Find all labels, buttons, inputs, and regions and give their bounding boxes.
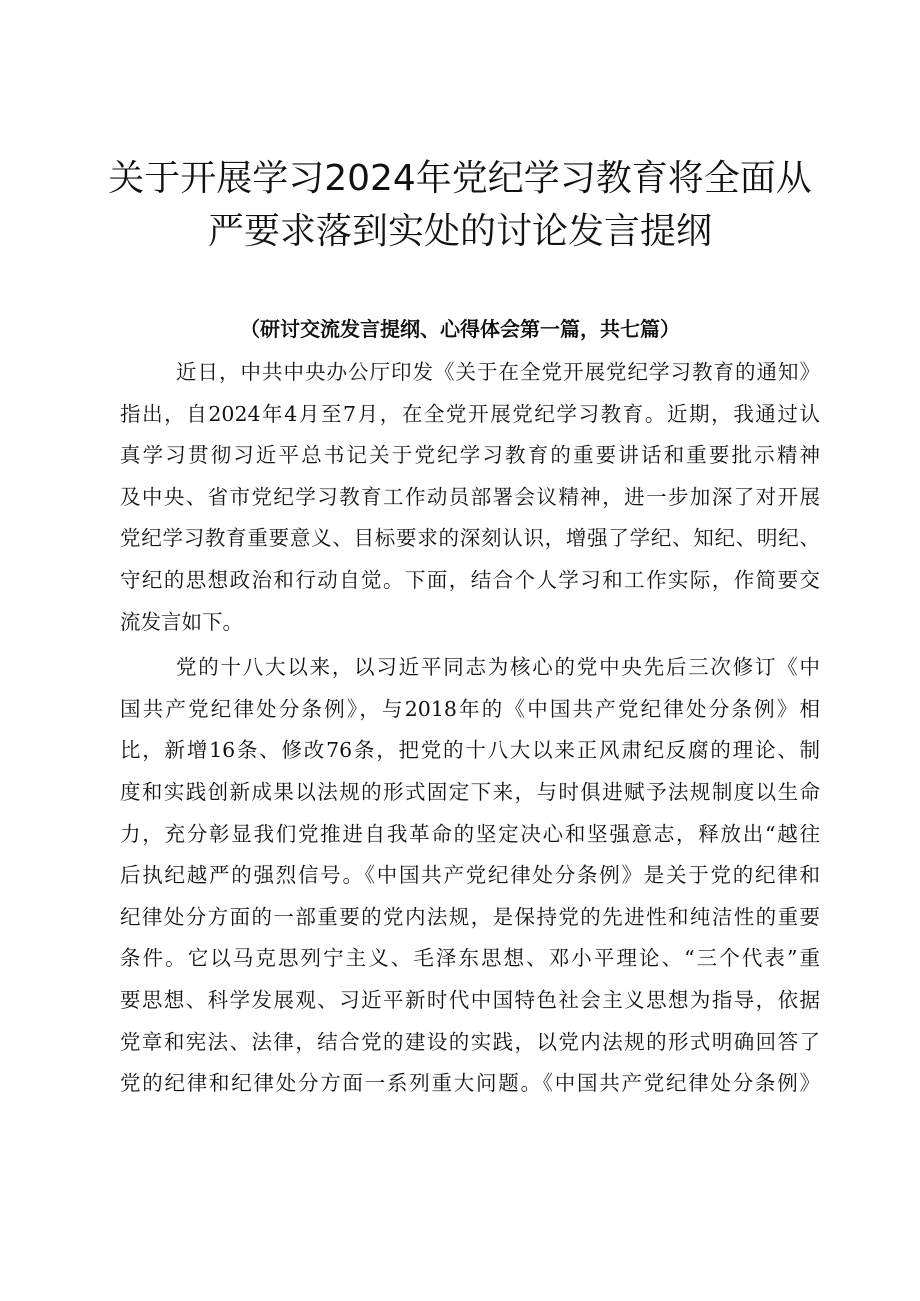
paragraph-1-line-5: 党纪学习教育重要意义、目标要求的深刻认识，增强了学纪、知纪、明纪、 <box>120 526 820 551</box>
paragraph-2-line-5: 力，充分彰显我们党推进自我革命的坚定决心和坚强意志，释放出“越往 <box>120 821 820 846</box>
paragraph-1-line-3: 真学习贯彻习近平总书记关于党纪学习教育的重要讲话和重要批示精神 <box>120 443 820 468</box>
paragraph-1-line-6: 守纪的思想政治和行动自觉。下面，结合个人学习和工作实际，作简要交 <box>120 567 820 592</box>
paragraph-1-line-1: 近日，中共中央办公厅印发《关于在全党开展党纪学习教育的通知》 <box>176 360 820 384</box>
paragraph-2-line-6: 后执纪越严的强烈信号。《中国共产党纪律处分条例》是关于党的纪律和 <box>120 863 820 888</box>
paragraph-2-line-9: 要思想、科学发展观、习近平新时代中国特色社会主义思想为指导，依据 <box>120 987 820 1012</box>
paragraph-2-line-10: 党章和宪法、法律，结合党的建设的实践，以党内法规的形式明确回答了 <box>120 1029 820 1054</box>
paragraph-1-line-2: 指出，自2024年4月至7月，在全党开展党纪学习教育。近期，我通过认 <box>120 401 820 426</box>
paragraph-2-line-2: 国共产党纪律处分条例》，与2018年的《中国共产党纪律处分条例》相 <box>120 696 820 721</box>
paragraph-2-line-11: 党的纪律和纪律处分方面一系列重大问题。《中国共产党纪律处分条例》 <box>120 1071 820 1096</box>
document-body <box>120 352 820 1105</box>
paragraph-2-line-1: 党的十八大以来，以习近平同志为核心的党中央先后三次修订《中 <box>176 655 820 680</box>
document-subtitle: （研讨交流发言提纲、心得体会第一篇，共七篇） <box>240 317 680 341</box>
paragraph-1-line-7: 流发言如下。 <box>120 609 243 634</box>
paragraph-2-line-7: 纪律处分方面的一部重要的党内法规，是保持党的先进性和纯洁性的重要 <box>120 904 820 929</box>
paragraph-1-line-4: 及中央、省市党纪学习教育工作动员部署会议精神，进一步加深了对开展 <box>120 484 820 509</box>
document-title <box>90 152 830 258</box>
paragraph-2-line-8: 条件。它以马克思列宁主义、毛泽东思想、邓小平理论、“三个代表”重 <box>120 946 820 971</box>
title-line-1: 关于开展学习2024年党纪学习教育将全面从 <box>108 158 812 199</box>
title-line-2: 严要求落到实处的讨论发言提纲 <box>207 211 712 252</box>
paragraph-2-line-3: 比，新增16条、修改76条，把党的十八大以来正风肃纪反腐的理论、制 <box>120 738 820 763</box>
paragraph-2-line-4: 度和实践创新成果以法规的形式固定下来，与时俱进赋予法规制度以生命 <box>120 779 820 804</box>
